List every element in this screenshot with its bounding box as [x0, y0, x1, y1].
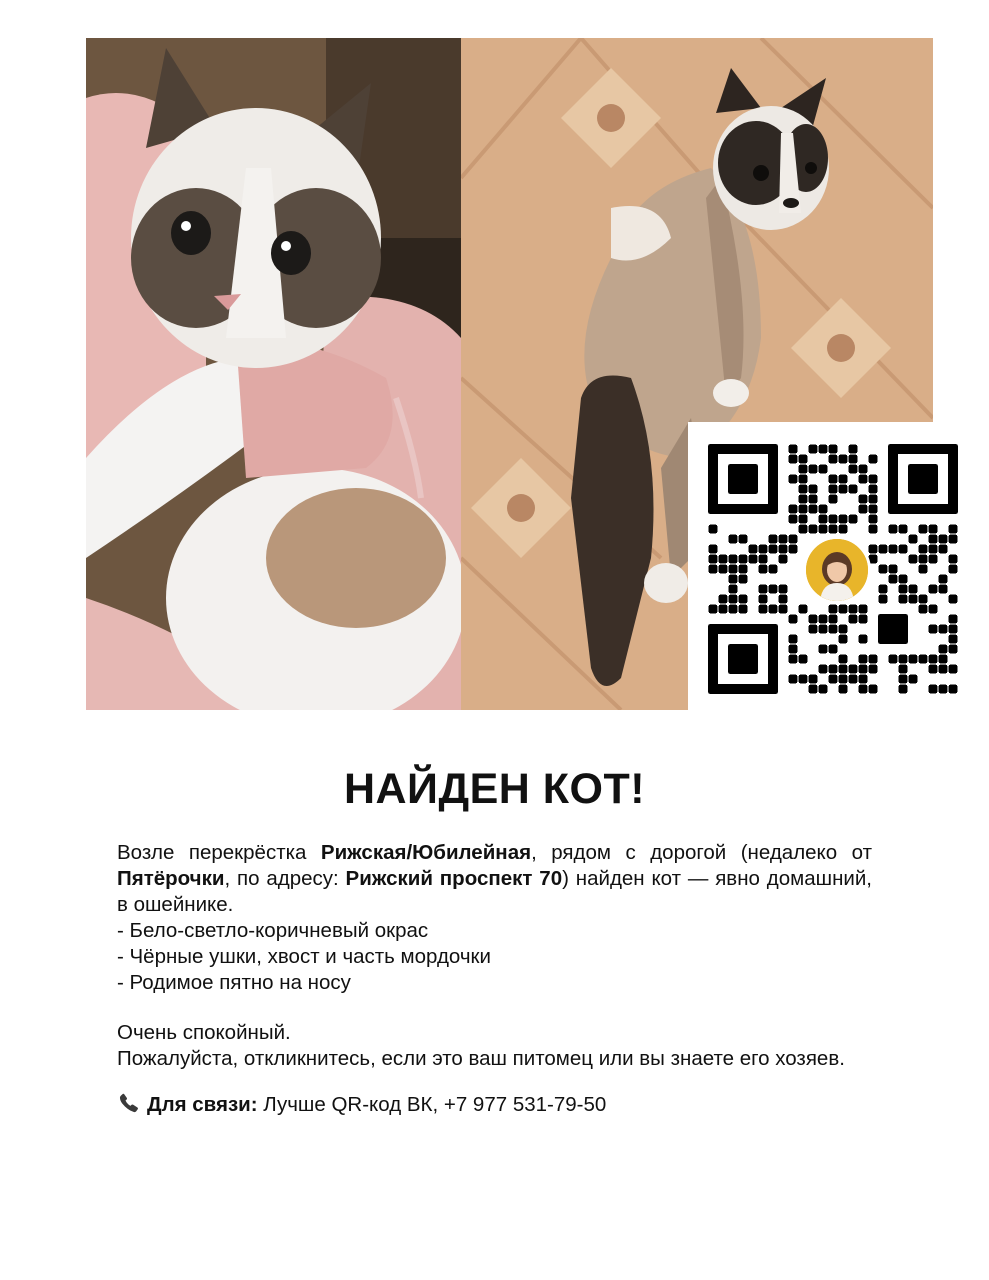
contact-details: Лучше QR-код ВК, +7 977 531-79-50 — [257, 1093, 607, 1116]
contact-line — [117, 1092, 872, 1118]
intro-text: Возле перекрёстка — [117, 841, 321, 864]
intersection-name: Рижская/Юбилейная — [320, 841, 532, 864]
headline: НАЙДЕН КОТ! — [343, 765, 646, 813]
notice-body — [117, 840, 872, 1118]
contact-label: Для связи: — [147, 1093, 258, 1116]
request-text: Пожалуйста, откликнитесь, если это ваш питомец или вы знаете его хозяев. — [117, 1047, 845, 1070]
feature-item: - Родимое пятно на носу — [117, 971, 351, 994]
phone-icon — [117, 1092, 141, 1114]
intro-text: , по адресу: — [224, 867, 346, 890]
feature-item: - Бело-светло-коричневый окрас — [117, 919, 429, 942]
feature-item: - Чёрные ушки, хвост и часть мордочки — [117, 945, 491, 968]
intro-text: , рядом с дорогой (недалеко от — [531, 841, 872, 864]
intro-text: ) найден кот — явно домашний, в ошейнике. — [117, 867, 872, 916]
temper-text: Очень спокойный. — [117, 1021, 291, 1044]
avatar — [803, 536, 871, 604]
cat-photo-left — [86, 38, 461, 710]
intro-paragraph — [117, 840, 872, 918]
cat-face-photo-icon — [86, 38, 461, 710]
user-avatar-icon — [806, 539, 868, 601]
address: Рижский проспект 70 — [345, 867, 563, 890]
store-name: Пятёрочки — [117, 867, 225, 890]
qr-code-block[interactable] — [688, 422, 977, 714]
